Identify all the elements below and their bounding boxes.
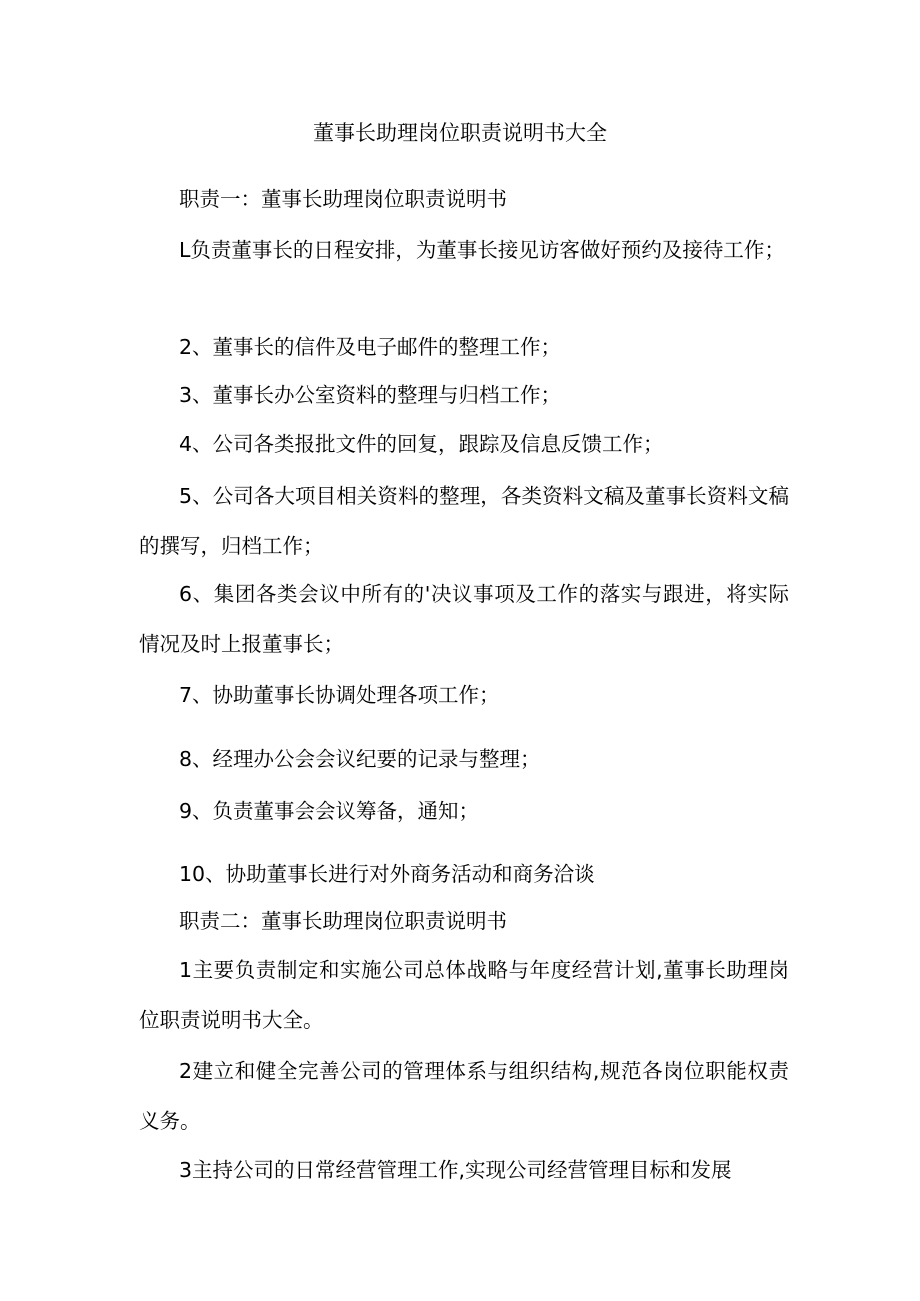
paragraph-item-8: 8、经理办公会会议纪要的记录与整理； — [179, 747, 541, 771]
paragraph-item-9: 9、负责董事会会议筹备，通知； — [179, 799, 480, 823]
paragraph-item-6: 6、集团各类会议中所有的'决议事项及工作的落实与跟进，将实际情况及时上报董事长； — [139, 582, 789, 656]
paragraph-duty-two-item-1: 1主要负责制定和实施公司总体战略与年度经营计划,董事长助理岗位职责说明书大全。 — [139, 958, 789, 1032]
paragraph-item-4: 4、公司各类报批文件的回复，跟踪及信息反馈工作； — [179, 432, 664, 456]
paragraph-duty-two-heading: 职责二：董事长助理岗位职责说明书 — [179, 909, 507, 933]
paragraph-item-7: 7、协助董事长协调处理各项工作； — [179, 683, 500, 707]
paragraph-item-5: 5、公司各大项目相关资料的整理，各类资料文稿及董事长资料文稿的撰写，归档工作； — [139, 484, 789, 558]
paragraph-item-2: 2、董事长的信件及电子邮件的整理工作； — [179, 335, 562, 359]
paragraph-duty-two-item-2: 2建立和健全完善公司的管理体系与组织结构,规范各岗位职能权责义务。 — [139, 1059, 789, 1133]
paragraph-duty-one-heading: 职责一：董事长助理岗位职责说明书 — [179, 187, 507, 211]
document-title: 董事长助理岗位职责说明书大全 — [313, 121, 607, 145]
paragraph-duty-two-item-3: 3主持公司的日常经营管理工作,实现公司经营管理目标和发展 — [179, 1158, 732, 1182]
paragraph-item-1: L负责董事长的日程安排，为董事长接见访客做好预约及接待工作； — [179, 238, 785, 262]
paragraph-item-3: 3、董事长办公室资料的整理与归档工作； — [179, 383, 562, 407]
paragraph-item-10: 10、协助董事长进行对外商务活动和商务洽谈 — [179, 862, 595, 886]
